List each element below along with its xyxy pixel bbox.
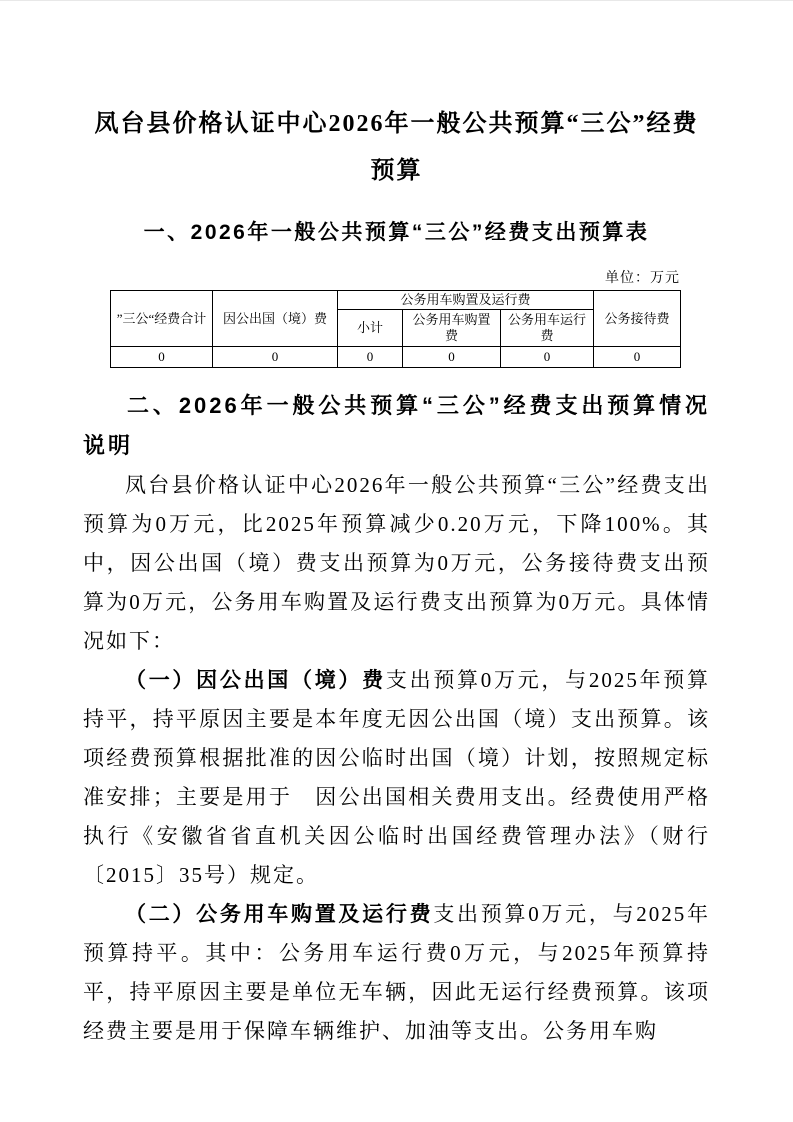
- header-cell-abroad: 因公出国（境）费: [213, 291, 338, 347]
- item-two-text: 支出预算0万元，与2025年预算持平。其中：公务用车运行费0万元，与2025年预算持平，持平原因主要是单位无车辆，因此无运行经费预算。该项经费主要是用于保障车辆维护、加油等支出。公务用车购: [83, 902, 711, 1043]
- header-cell-reception: 公务接待费: [594, 291, 681, 347]
- page-title: 凤台县价格认证中心2026年一般公共预算“三公”经费预算: [94, 111, 699, 184]
- table-header-row-1: [111, 291, 681, 310]
- three-public-budget-table: [110, 290, 681, 368]
- header-cell-vehicle-purchase: 公务用车购置费: [403, 310, 501, 347]
- item-two-lead: （二）公务用车购置及运行费: [125, 902, 434, 926]
- value-cell-abroad: 0: [213, 347, 338, 368]
- value-cell-reception: 0: [594, 347, 681, 368]
- item-one-paragraph: [83, 661, 710, 895]
- header-cell-vehicle-operation: 公务用车运行费: [501, 310, 594, 347]
- section-one-heading: 一、2026年一般公共预算“三公”经费支出预算表: [143, 221, 650, 244]
- item-one-lead: （一）因公出国（境）费: [125, 668, 386, 692]
- item-two-paragraph: [83, 895, 710, 1051]
- header-cell-vehicle-group: 公务用车购置及运行费: [338, 291, 594, 310]
- table-unit-label: 单位：万元: [605, 271, 680, 286]
- header-cell-vehicle-subtotal: 小计: [338, 310, 403, 347]
- section-two-heading: 二、2026年一般公共预算“三公”经费支出预算情况说明: [83, 393, 710, 458]
- value-cell-vehicle-subtotal: 0: [338, 347, 403, 368]
- table-value-row: [111, 347, 681, 368]
- header-cell-total: ”三公“经费合计: [111, 291, 213, 347]
- value-cell-vehicle-purchase: 0: [403, 347, 501, 368]
- intro-paragraph: 凤台县价格认证中心2026年一般公共预算“三公”经费支出预算为0万元，比2025年预算减少0.20万元，下降100%。其中，因公出国（境）费支出预算为0万元，公务接待费支出预算为0万元，公务用车购置及运行费支出预算为0万元。具体情况如下：: [83, 473, 710, 653]
- value-cell-total: 0: [111, 347, 213, 368]
- value-cell-vehicle-operation: 0: [501, 347, 594, 368]
- item-one-text: 支出预算0万元，与2025年预算持平，持平原因主要是本年度无因公出国（境）支出预算。该项经费预算根据批准的因公临时出国（境）计划，按照规定标准安排；主要是用于 因公出国相关费用支出。经费使用严格执行《安徽省省直机关因公临时出国经费管理办法》（财行〔2015〕35号）规定。: [83, 668, 710, 887]
